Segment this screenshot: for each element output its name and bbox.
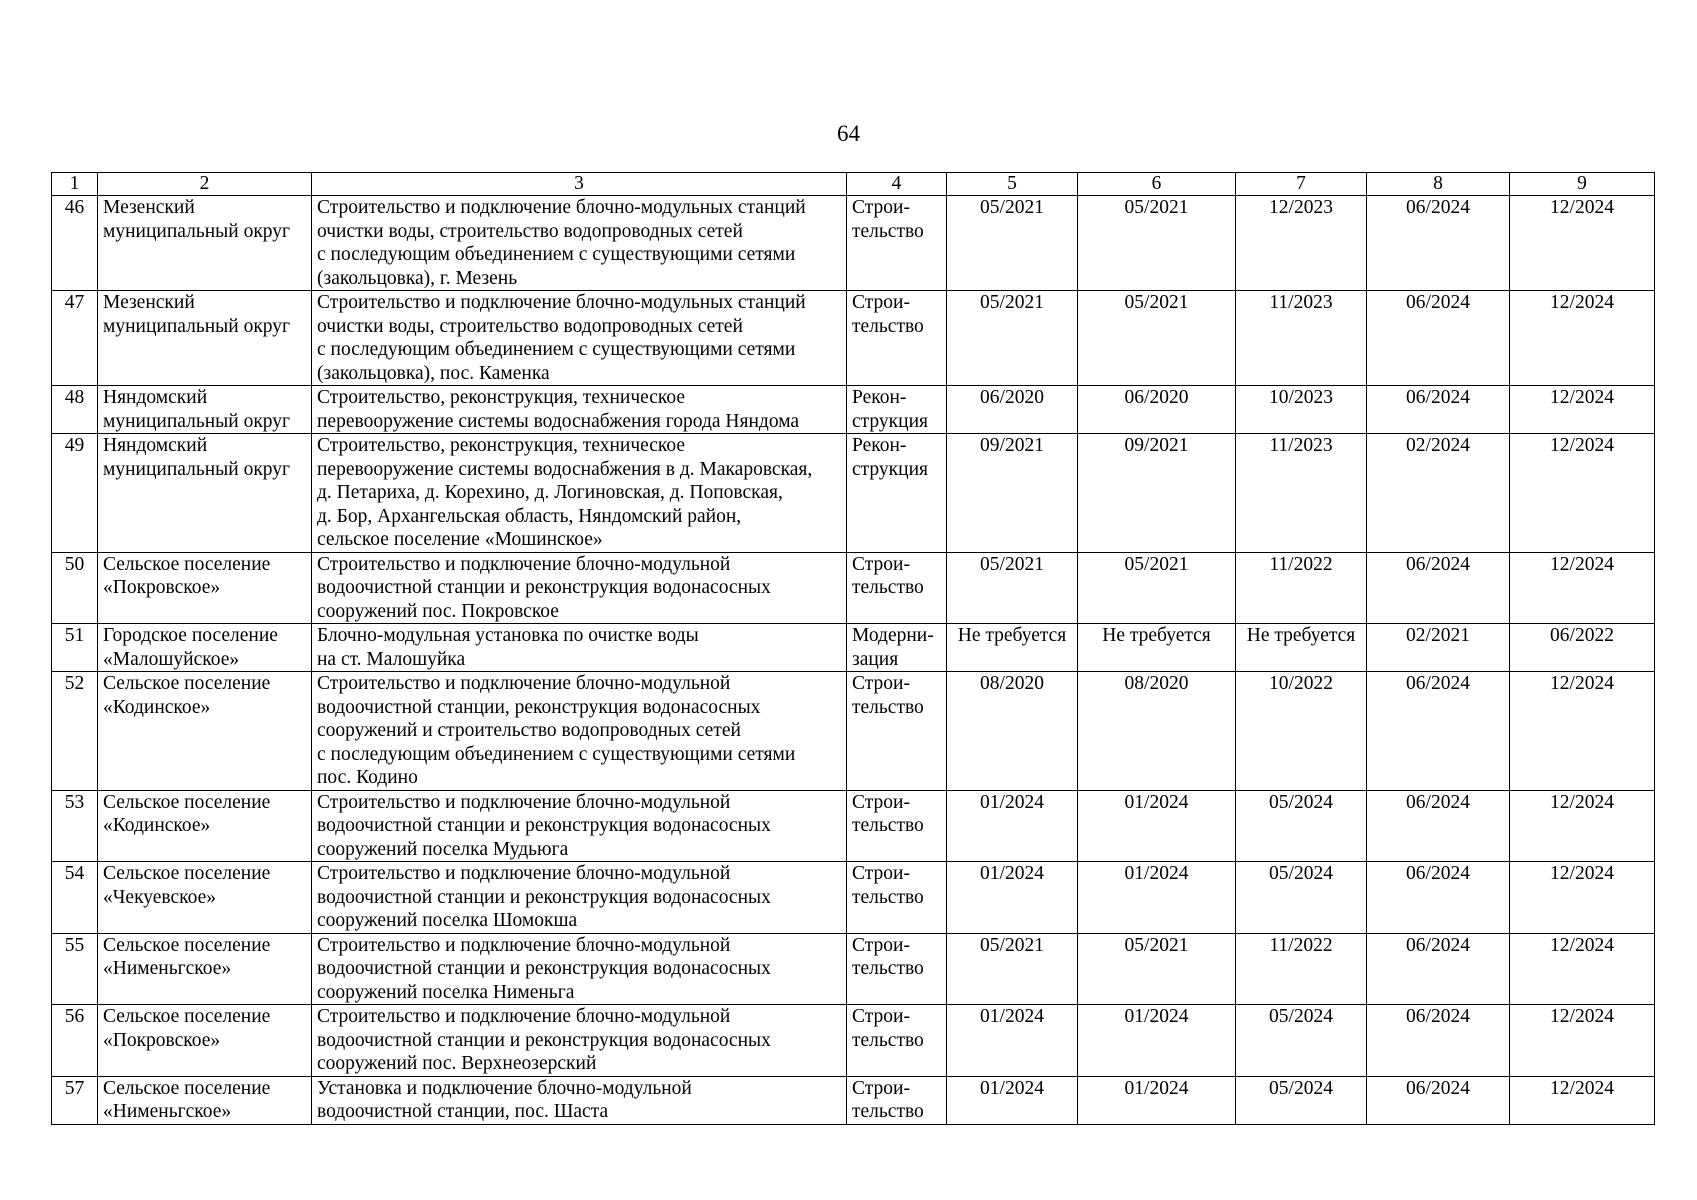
table-row bbox=[52, 790, 1655, 862]
project-cell: Строительство, реконструкция, техническое перевооружение системы водоснабжения в д. Макаровская, д. Петариха, д. Корехино, д. Логиновская, д. Поповская, д. Бор, Архангельская область, Няндомский район, сельское поселение «Мошинское» bbox=[312, 434, 847, 553]
date-cell-col8: 06/2024 bbox=[1367, 196, 1510, 291]
date-cell-col7: 05/2024 bbox=[1236, 790, 1367, 862]
project-cell: Строительство и подключение блочно-модульной водоочистной станции и реконструкция водонасосных сооружений пос. Покровское bbox=[312, 552, 847, 624]
municipality-cell: Сельское поселение «Покровское» bbox=[98, 1005, 312, 1077]
municipality-cell: Сельское поселение «Кодинское» bbox=[98, 672, 312, 791]
table-row bbox=[52, 862, 1655, 934]
date-cell-col7: 11/2022 bbox=[1236, 552, 1367, 624]
date-cell-col6: 09/2021 bbox=[1078, 434, 1236, 553]
municipality-cell: Мезенский муниципальный округ bbox=[98, 291, 312, 386]
date-cell-col7: 10/2023 bbox=[1236, 386, 1367, 434]
date-cell-col8: 06/2024 bbox=[1367, 862, 1510, 934]
row-number: 56 bbox=[52, 1005, 98, 1077]
date-cell-col7: 05/2024 bbox=[1236, 862, 1367, 934]
work-type-cell: Строи- тельство bbox=[847, 1076, 947, 1124]
header-col-7: 7 bbox=[1236, 173, 1367, 196]
row-number: 54 bbox=[52, 862, 98, 934]
work-type-cell: Строи- тельство bbox=[847, 196, 947, 291]
date-cell-col5: Не требуется bbox=[947, 624, 1078, 672]
date-cell-col7: 11/2023 bbox=[1236, 291, 1367, 386]
municipality-cell: Сельское поселение «Чекуевское» bbox=[98, 862, 312, 934]
municipality-cell: Няндомский муниципальный округ bbox=[98, 386, 312, 434]
header-col-9: 9 bbox=[1510, 173, 1655, 196]
date-cell-col5: 01/2024 bbox=[947, 1005, 1078, 1077]
date-cell-col6: 05/2021 bbox=[1078, 933, 1236, 1005]
table-row bbox=[52, 1005, 1655, 1077]
work-type-cell: Строи- тельство bbox=[847, 862, 947, 934]
date-cell-col9: 12/2024 bbox=[1510, 434, 1655, 553]
table-row bbox=[52, 672, 1655, 791]
date-cell-col6: Не требуется bbox=[1078, 624, 1236, 672]
date-cell-col8: 06/2024 bbox=[1367, 386, 1510, 434]
date-cell-col9: 12/2024 bbox=[1510, 291, 1655, 386]
date-cell-col8: 06/2024 bbox=[1367, 790, 1510, 862]
date-cell-col6: 01/2024 bbox=[1078, 862, 1236, 934]
date-cell-col9: 12/2024 bbox=[1510, 1076, 1655, 1124]
header-col-3: 3 bbox=[312, 173, 847, 196]
table-row bbox=[52, 434, 1655, 553]
date-cell-col9: 12/2024 bbox=[1510, 862, 1655, 934]
work-type-cell: Строи- тельство bbox=[847, 672, 947, 791]
table-body bbox=[52, 196, 1655, 1125]
table-row bbox=[52, 386, 1655, 434]
header-col-1: 1 bbox=[52, 173, 98, 196]
municipality-cell: Городское поселение «Малошуйское» bbox=[98, 624, 312, 672]
work-type-cell: Строи- тельство bbox=[847, 790, 947, 862]
date-cell-col5: 01/2024 bbox=[947, 790, 1078, 862]
work-type-cell: Рекон- струкция bbox=[847, 386, 947, 434]
date-cell-col9: 12/2024 bbox=[1510, 790, 1655, 862]
date-cell-col8: 06/2024 bbox=[1367, 672, 1510, 791]
date-cell-col6: 06/2020 bbox=[1078, 386, 1236, 434]
table-row bbox=[52, 552, 1655, 624]
date-cell-col5: 09/2021 bbox=[947, 434, 1078, 553]
date-cell-col9: 12/2024 bbox=[1510, 386, 1655, 434]
table-header bbox=[52, 173, 1655, 196]
date-cell-col5: 05/2021 bbox=[947, 291, 1078, 386]
date-cell-col7: 05/2024 bbox=[1236, 1005, 1367, 1077]
date-cell-col7: 12/2023 bbox=[1236, 196, 1367, 291]
municipality-cell: Сельское поселение «Кодинское» bbox=[98, 790, 312, 862]
work-type-cell: Строи- тельство bbox=[847, 1005, 947, 1077]
date-cell-col6: 01/2024 bbox=[1078, 1076, 1236, 1124]
row-number: 51 bbox=[52, 624, 98, 672]
date-cell-col7: 05/2024 bbox=[1236, 1076, 1367, 1124]
project-cell: Блочно-модульная установка по очистке воды на ст. Малошуйка bbox=[312, 624, 847, 672]
project-cell: Строительство и подключение блочно-модульных станций очистки воды, строительство водопроводных сетей с последующим объединением с существующими сетями (закольцовка), пос. Каменка bbox=[312, 291, 847, 386]
date-cell-col8: 02/2024 bbox=[1367, 434, 1510, 553]
header-col-2: 2 bbox=[98, 173, 312, 196]
header-col-8: 8 bbox=[1367, 173, 1510, 196]
date-cell-col6: 01/2024 bbox=[1078, 790, 1236, 862]
header-col-6: 6 bbox=[1078, 173, 1236, 196]
project-cell: Строительство и подключение блочно-модульных станций очистки воды, строительство водопроводных сетей с последующим объединением с существующими сетями (закольцовка), г. Мезень bbox=[312, 196, 847, 291]
project-cell: Строительство и подключение блочно-модульной водоочистной станции и реконструкция водонасосных сооружений поселка Мудьюга bbox=[312, 790, 847, 862]
table-row bbox=[52, 196, 1655, 291]
project-cell: Строительство и подключение блочно-модульной водоочистной станции и реконструкция водонасосных сооружений поселка Нименьга bbox=[312, 933, 847, 1005]
municipality-cell: Сельское поселение «Покровское» bbox=[98, 552, 312, 624]
date-cell-col7: 10/2022 bbox=[1236, 672, 1367, 791]
date-cell-col9: 12/2024 bbox=[1510, 552, 1655, 624]
date-cell-col8: 06/2024 bbox=[1367, 291, 1510, 386]
work-type-cell: Строи- тельство bbox=[847, 291, 947, 386]
municipality-cell: Сельское поселение «Нименьгское» bbox=[98, 1076, 312, 1124]
header-row bbox=[52, 173, 1655, 196]
row-number: 46 bbox=[52, 196, 98, 291]
page-number: 64 bbox=[837, 121, 860, 146]
table-row bbox=[52, 291, 1655, 386]
date-cell-col6: 01/2024 bbox=[1078, 1005, 1236, 1077]
project-cell: Установка и подключение блочно-модульной водоочистной станции, пос. Шаста bbox=[312, 1076, 847, 1124]
header-col-5: 5 bbox=[947, 173, 1078, 196]
project-cell: Строительство и подключение блочно-модульной водоочистной станции и реконструкция водонасосных сооружений пос. Верхнеозерский bbox=[312, 1005, 847, 1077]
date-cell-col9: 12/2024 bbox=[1510, 672, 1655, 791]
project-cell: Строительство и подключение блочно-модульной водоочистной станции и реконструкция водонасосных сооружений поселка Шомокша bbox=[312, 862, 847, 934]
date-cell-col6: 05/2021 bbox=[1078, 196, 1236, 291]
date-cell-col5: 06/2020 bbox=[947, 386, 1078, 434]
work-type-cell: Строи- тельство bbox=[847, 552, 947, 624]
date-cell-col9: 12/2024 bbox=[1510, 196, 1655, 291]
row-number: 50 bbox=[52, 552, 98, 624]
project-schedule-table bbox=[51, 172, 1655, 1125]
work-type-cell: Строи- тельство bbox=[847, 933, 947, 1005]
row-number: 52 bbox=[52, 672, 98, 791]
municipality-cell: Сельское поселение «Нименьгское» bbox=[98, 933, 312, 1005]
date-cell-col9: 12/2024 bbox=[1510, 1005, 1655, 1077]
date-cell-col7: 11/2022 bbox=[1236, 933, 1367, 1005]
table-row bbox=[52, 933, 1655, 1005]
row-number: 47 bbox=[52, 291, 98, 386]
date-cell-col5: 05/2021 bbox=[947, 196, 1078, 291]
date-cell-col8: 06/2024 bbox=[1367, 1076, 1510, 1124]
date-cell-col7: Не требуется bbox=[1236, 624, 1367, 672]
project-cell: Строительство и подключение блочно-модульной водоочистной станции, реконструкция водонасосных сооружений и строительство водопроводных сетей с последующим объединением с существующими сетями пос. Кодино bbox=[312, 672, 847, 791]
table-row bbox=[52, 1076, 1655, 1124]
date-cell-col7: 11/2023 bbox=[1236, 434, 1367, 553]
date-cell-col5: 01/2024 bbox=[947, 862, 1078, 934]
date-cell-col6: 05/2021 bbox=[1078, 552, 1236, 624]
date-cell-col8: 02/2021 bbox=[1367, 624, 1510, 672]
date-cell-col9: 12/2024 bbox=[1510, 933, 1655, 1005]
row-number: 53 bbox=[52, 790, 98, 862]
header-col-4: 4 bbox=[847, 173, 947, 196]
date-cell-col8: 06/2024 bbox=[1367, 552, 1510, 624]
project-cell: Строительство, реконструкция, техническое перевооружение системы водоснабжения города Няндома bbox=[312, 386, 847, 434]
row-number: 57 bbox=[52, 1076, 98, 1124]
date-cell-col5: 01/2024 bbox=[947, 1076, 1078, 1124]
date-cell-col9: 06/2022 bbox=[1510, 624, 1655, 672]
work-type-cell: Модерни- зация bbox=[847, 624, 947, 672]
row-number: 48 bbox=[52, 386, 98, 434]
date-cell-col5: 05/2021 bbox=[947, 552, 1078, 624]
table-row bbox=[52, 624, 1655, 672]
date-cell-col5: 05/2021 bbox=[947, 933, 1078, 1005]
municipality-cell: Няндомский муниципальный округ bbox=[98, 434, 312, 553]
row-number: 49 bbox=[52, 434, 98, 553]
date-cell-col6: 05/2021 bbox=[1078, 291, 1236, 386]
date-cell-col8: 06/2024 bbox=[1367, 1005, 1510, 1077]
date-cell-col5: 08/2020 bbox=[947, 672, 1078, 791]
row-number: 55 bbox=[52, 933, 98, 1005]
municipality-cell: Мезенский муниципальный округ bbox=[98, 196, 312, 291]
date-cell-col6: 08/2020 bbox=[1078, 672, 1236, 791]
date-cell-col8: 06/2024 bbox=[1367, 933, 1510, 1005]
work-type-cell: Рекон- струкция bbox=[847, 434, 947, 553]
